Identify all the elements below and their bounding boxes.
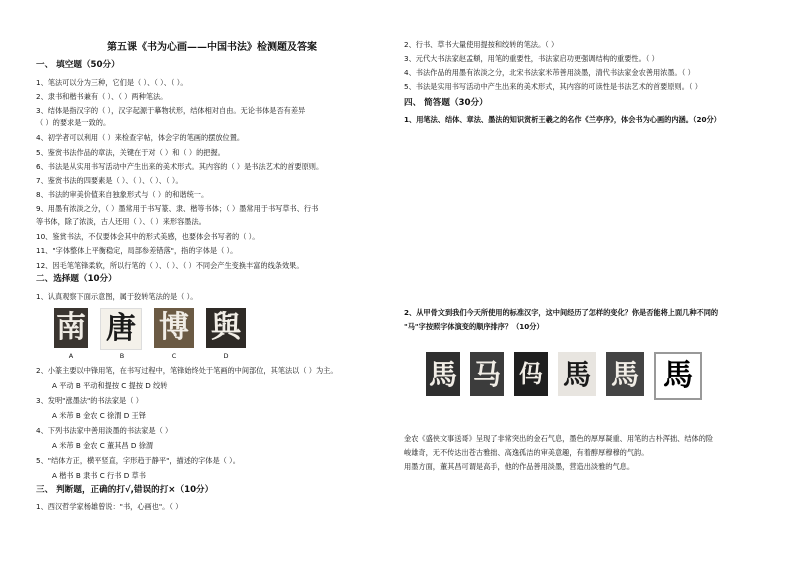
option-label: A bbox=[68, 352, 74, 360]
judge-question: 5、书法是实用书写活动中产生出来的美术形式，其内容的可读性是书法艺术的首要原则。（ ） bbox=[404, 82, 702, 91]
fill-line: 4、初学者可以利用（ ）来检查字帖，体会字的笔画的摆放位置。 bbox=[36, 133, 245, 142]
essay-question: 1、用笔法、结体、章法、墨法的知识赏析王羲之的名作《兰亭序》，体会书为心画的内涵。（20分） bbox=[404, 115, 721, 124]
glyph-image: 與 bbox=[206, 308, 246, 348]
option-label: C bbox=[171, 352, 177, 360]
fill-line: 等书体，除了浓淡，古人还用（ ）、（ ）来形容墨法。 bbox=[36, 217, 206, 226]
option-label: B bbox=[119, 352, 125, 360]
choice-question: 1、认真观察下面示意图，属于狡转笔法的是（ ）。 bbox=[36, 292, 198, 301]
fill-line: 10、鉴赏书法，不仅要体会其中的形式美感，也要体会书写者的（ ）。 bbox=[36, 232, 260, 241]
horse-glyph-image: 馬 bbox=[558, 352, 596, 396]
essay-question: "马"字按照字体演变的顺序排序？（10分） bbox=[404, 322, 544, 331]
choice-question: 5、"结体方正，横平竖直，字形趋于静平"，描述的字体是（ ）。 bbox=[36, 456, 240, 465]
fill-line: （ ）的要求是一致的。 bbox=[36, 118, 111, 127]
section-essay: 四、 简答题（30分） bbox=[404, 98, 488, 108]
horse-glyph-image: 㐷 bbox=[514, 352, 548, 396]
option-label: D bbox=[223, 352, 229, 360]
choice-options: A 米芾 B 金农 C 徐渭 D 王铎 bbox=[52, 411, 146, 420]
fill-line: 8、书法的审美价值来自独象形式与（ ）的和谐统一。 bbox=[36, 190, 209, 199]
answer-line: 峻雄奇，无不传达出苍古雅拙、高逸孤洁的审美意趣，有着醇厚穆穆的气韵。 bbox=[404, 448, 649, 457]
choice-question: 2、小篆主要以中锋用笔，在书写过程中，笔锋始终处于笔画的中间部位，其笔法以（ ）为主。 bbox=[36, 366, 338, 375]
judge-question: 4、书法作品的用墨有浓淡之分，北宋书法家米芾善用淡墨，清代书法家金农善用浓墨。（ ） bbox=[404, 68, 695, 77]
horse-glyph-image: 馬 bbox=[606, 352, 644, 396]
section-fill-in: 一、 填空题（50分） bbox=[36, 60, 120, 70]
horse-glyph-image: 馬 bbox=[654, 352, 702, 400]
choice-question: 4、下列书法家中善用淡墨的书法家是（ ） bbox=[36, 426, 173, 435]
fill-line: 6、书法是从实用书写活动中产生出来的美术形式。其内容的（ ）是书法艺术的首要原则。 bbox=[36, 162, 324, 171]
judge-question: 1、西汉哲学家杨雄曾说："书，心画也"。（ ） bbox=[36, 502, 183, 511]
glyph-image: 唐 bbox=[100, 308, 142, 350]
answer-line: 用墨方面，董其昌可谓是高手，他的作品善用淡墨，营造出淡雅的气息。 bbox=[404, 462, 635, 471]
judge-question: 2、行书、草书大量使用提按和绞转的笔法。（ ） bbox=[404, 40, 559, 49]
horse-glyph-image: 馬 bbox=[426, 352, 460, 396]
judge-question: 3、元代大书法家赵孟頫，用笔的重要性，书法家启功更强调结构的重要性。（ ） bbox=[404, 54, 659, 63]
page-title: 第五课《书为心画——中国书法》检测题及答案 bbox=[107, 42, 317, 53]
horse-glyph-image: 马 bbox=[470, 352, 504, 396]
section-judge: 三、 判断题，正确的打√,错误的打×（10分） bbox=[36, 485, 214, 495]
fill-line: 5、鉴赏书法作品的章法，关键在于对（ ）和（ ）的把握。 bbox=[36, 148, 225, 157]
fill-line: 1、笔法可以分为三种，它们是（ ）、（ ）、（ ）。 bbox=[36, 78, 188, 87]
calligraphy-samples bbox=[54, 308, 246, 350]
fill-line: 2、隶书和楷书兼有（ ）、（ ）两种笔法。 bbox=[36, 92, 168, 101]
horse-glyph-samples bbox=[426, 352, 702, 400]
choice-options: A 平动 B 平动和提按 C 提按 D 绞转 bbox=[52, 381, 168, 390]
glyph-image: 博 bbox=[154, 308, 194, 348]
fill-line: 7、鉴赏书法的四要素是（ ）、（ ）、（ ）、（ ）。 bbox=[36, 176, 183, 185]
answer-line: 金农《盛侠文事送哥》呈现了非常突出的金石气息，墨色的厚厚凝重、用笔的古朴浑拙、结体的险 bbox=[404, 434, 714, 443]
choice-question: 3、发明"涨墨法"的书法家是（ ） bbox=[36, 396, 143, 405]
fill-line: 9、用墨有浓淡之分，（ ）墨常用于书写篆、隶、楷等书体；（ ）墨常用于书写草书、行书 bbox=[36, 204, 319, 213]
section-choice: 二、选择题（10分） bbox=[36, 274, 117, 284]
choice-options: A 楷书 B 隶书 C 行书 D 草书 bbox=[52, 471, 146, 480]
fill-line: 12、因毛笔笔锋柔软，所以行笔的（ ）、（ ）、（ ）不同会产生变换丰富的线条效果。 bbox=[36, 261, 304, 270]
glyph-image: 南 bbox=[54, 308, 88, 348]
essay-question: 2、从甲骨文到我们今天所使用的标准汉字，这中间经历了怎样的变化？你是否能将上面几种不同的 bbox=[404, 308, 719, 317]
fill-line: 11、"字体整体上平衡稳定，局部参差错落"，指的字体是（ ）。 bbox=[36, 246, 238, 255]
fill-line: 3、结体是指汉字的（ ），汉字起源于摹物状形，结体相对自由。无论书体是否有差异 bbox=[36, 106, 306, 115]
choice-options: A 米芾 B 金农 C 董其昌 D 徐渭 bbox=[52, 441, 154, 450]
